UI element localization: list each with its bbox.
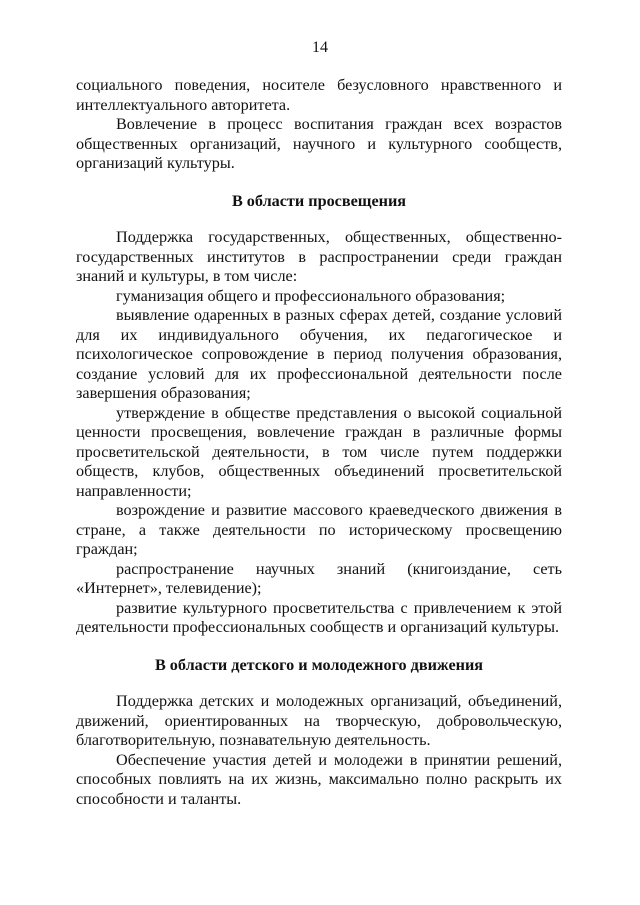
paragraph: Поддержка детских и молодежных организаций, объединений, движений, ориентированных на творческую, добровольческую, благотворительную, познавательную деятельность. [76, 692, 562, 749]
document-body [76, 76, 562, 809]
paragraph: Обеспечение участия детей и молодежи в принятии решений, способных повлиять на их жизнь, максимально полно раскрыть их способности и таланты. [76, 750, 562, 808]
list-item: гуманизация общего и профессионального образования; [116, 286, 506, 305]
paragraph-continued: социального поведения, носителе безусловного нравственного и интеллектуального авторитета. [76, 76, 562, 114]
list-item: утверждение в обществе представления о высокой социальной ценности просвещения, вовлечение граждан в различные формы просветительской деятельности, в том числе путем поддержки обществ, клубов, общественных объединений просветительской направленности; [76, 403, 562, 500]
section-heading-youth: В области детского и молодежного движения [154, 655, 484, 674]
list-item: выявление одаренных в разных сферах детей, создание условий для их индивидуального обучения, их педагогическое и психологическое сопровождение в период получения образования, создание условий для их профессиональной деятельности после завершения образования; [76, 306, 562, 402]
paragraph: Вовлечение в процесс воспитания граждан всех возрастов общественных организаций, научного и культурного сообществ, организаций культуры. [76, 115, 562, 172]
list-item: возрождение и развитие массового краеведческого движения в стране, а также деятельности по историческому просвещению граждан; [76, 501, 562, 558]
section-heading-education: В области просвещения [231, 191, 407, 210]
list-item: распространение научных знаний (книгоиздание, сеть «Интернет», телевидение); [76, 559, 562, 597]
list-item: развитие культурного просветительства с привлечением к этой деятельности профессиональных сообществ и организаций культуры. [76, 598, 562, 636]
page-number: 14 [312, 39, 328, 56]
paragraph: Поддержка государственных, общественных, общественно-государственных институтов в распространении среди граждан знаний и культуры, в том числе: [76, 228, 562, 285]
